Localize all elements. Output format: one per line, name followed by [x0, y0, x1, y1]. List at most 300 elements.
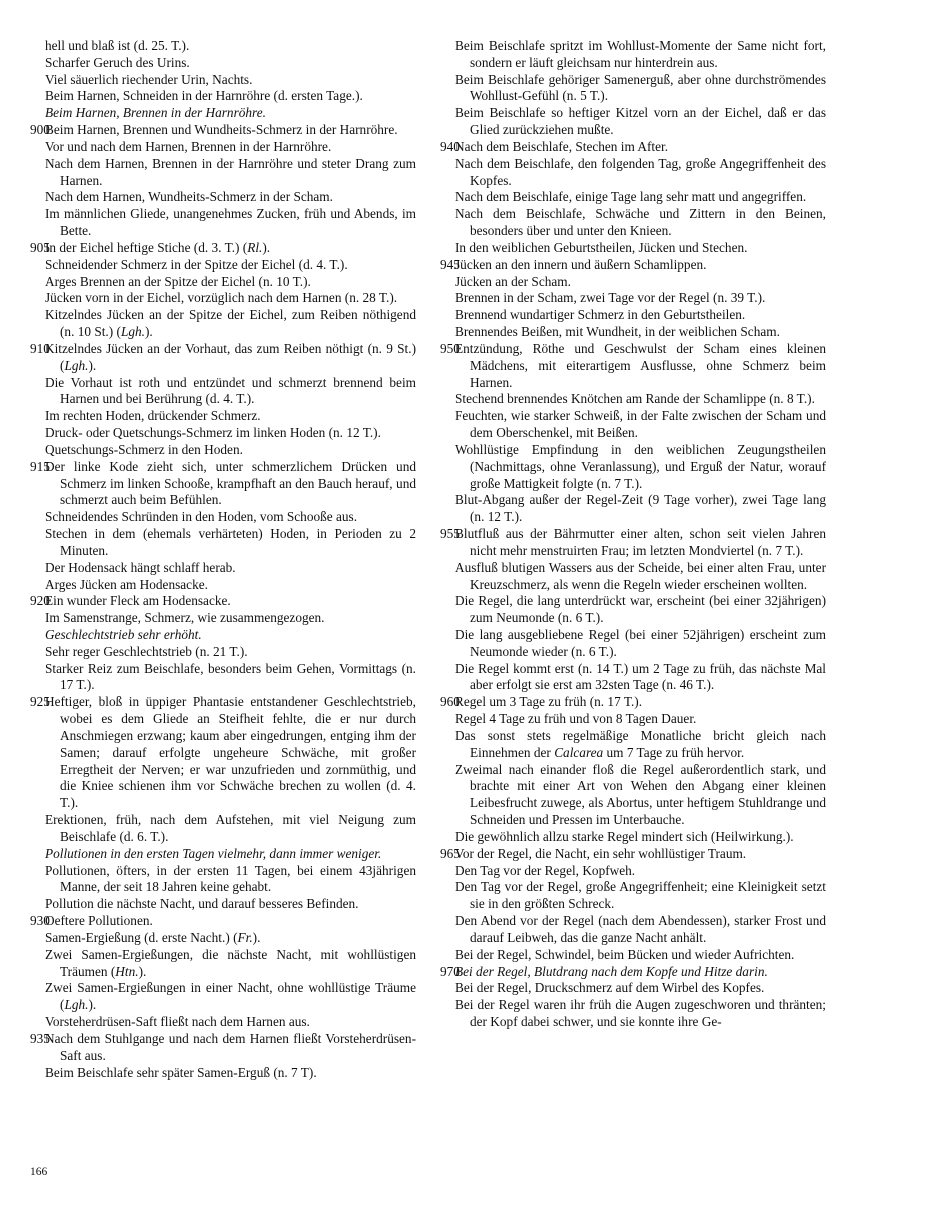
text-segment: Jücken vorn in der Eichel, vorzüglich nach dem Harnen (n. 28 T.).: [45, 290, 398, 306]
symptom-text: [45, 375, 416, 409]
symptom-number: [440, 274, 455, 291]
symptom-entry: [440, 189, 826, 206]
symptom-entry: [30, 72, 416, 89]
text-segment: Kitzelndes Jücken an der Spitze der Eichel, zum Reiben nöthigend (n. 10 St.) (: [45, 307, 416, 340]
symptom-text: [455, 661, 826, 695]
symptom-number: [30, 442, 45, 459]
symptom-number: [30, 610, 45, 627]
text-segment: Nach dem Harnen, Wundheits-Schmerz in der Scham.: [45, 189, 333, 205]
symptom-text: [45, 930, 416, 947]
symptom-entry: [30, 459, 416, 509]
text-segment: Die gewöhnlich allzu starke Regel mindert sich (Heilwirkung.).: [455, 828, 794, 844]
symptom-number: [440, 189, 455, 206]
symptom-text: [455, 694, 826, 711]
italic-text-segment: Pollutionen in den ersten Tagen vielmehr, dann immer weniger.: [45, 845, 382, 861]
symptom-entry: [30, 240, 416, 257]
symptom-entry: [440, 391, 826, 408]
symptom-text: [455, 442, 826, 492]
symptom-text: [455, 526, 826, 560]
italic-text-segment: Fr.: [237, 929, 253, 945]
symptom-entry: [440, 711, 826, 728]
symptom-number: [30, 980, 45, 1014]
symptom-number: 950: [440, 340, 460, 356]
symptom-entry: [440, 846, 826, 863]
symptom-entry: [440, 829, 826, 846]
symptom-text: [45, 896, 416, 913]
symptom-text: [455, 980, 826, 997]
symptom-entry: [440, 627, 826, 661]
symptom-text: [455, 947, 826, 964]
symptom-entry: [440, 661, 826, 695]
symptom-number: [30, 307, 45, 341]
symptom-entry: [440, 290, 826, 307]
text-segment: In der Eichel heftige Stiche (d. 3. T.) (: [45, 239, 248, 255]
text-segment: Brennend wundartiger Schmerz in den Geburtstheilen.: [455, 307, 746, 323]
symptom-entry: [30, 577, 416, 594]
symptom-number: [30, 661, 45, 695]
text-segment: Nach dem Beischlafe, Schwäche und Zittern in den Beinen, besonders über und unter den Knieen.: [455, 206, 826, 239]
symptom-text: [455, 139, 826, 156]
symptom-text: [45, 980, 416, 1014]
symptom-number: [440, 72, 455, 106]
symptom-entry: [440, 980, 826, 997]
symptom-entry: [440, 492, 826, 526]
symptom-number: 910: [30, 340, 50, 356]
symptom-number: 915: [30, 458, 50, 474]
symptom-number: [30, 290, 45, 307]
text-segment: Regel 4 Tage zu früh und von 8 Tagen Dauer.: [455, 711, 697, 727]
symptom-entry: [30, 644, 416, 661]
symptom-number: [30, 408, 45, 425]
symptom-text: [455, 72, 826, 106]
symptom-entry: [30, 105, 416, 122]
text-segment: Bei der Regel, Schwindel, beim Bücken und wieder Aufrichten.: [455, 946, 795, 962]
symptom-number: [440, 947, 455, 964]
symptom-text: [45, 38, 416, 55]
left-column: [30, 38, 416, 1081]
symptom-text: [455, 189, 826, 206]
text-segment: Den Tag vor der Regel, Kopfweh.: [455, 862, 636, 878]
symptom-text: [45, 139, 416, 156]
symptom-text: [455, 728, 826, 762]
symptom-text: [455, 762, 826, 829]
symptom-number: [30, 577, 45, 594]
italic-text-segment: Calcarea: [554, 744, 604, 760]
symptom-entry: [440, 105, 826, 139]
symptom-text: [45, 1014, 416, 1031]
symptom-entry: [30, 1014, 416, 1031]
text-segment: Entzündung, Röthe und Geschwulst der Scham eines kleinen Mädchens, mit eiterartigem Ausflusse, ohne Schmerz beim Harnen.: [455, 340, 826, 390]
symptom-text: [455, 257, 826, 274]
text-segment: Die Vorhaut ist roth und entzündet und schmerzt brennend beim Harnen und bei Berührung (d. 4. T.).: [45, 374, 416, 407]
symptom-entry: [440, 257, 826, 274]
symptom-text: [455, 560, 826, 594]
text-segment: Ein wunder Fleck am Hodensacke.: [45, 593, 231, 609]
symptom-text: [455, 38, 826, 72]
symptom-number: [440, 728, 455, 762]
text-segment: Druck- oder Quetschungs-Schmerz im linken Hoden (n. 12 T.).: [45, 425, 381, 441]
italic-text-segment: Geschlechtstrieb sehr erhöht.: [45, 626, 202, 642]
text-segment: ).: [88, 997, 97, 1013]
symptom-text: [45, 661, 416, 695]
symptom-entry: [30, 425, 416, 442]
symptom-entry: [440, 694, 826, 711]
symptom-text: [455, 879, 826, 913]
text-segment: Nach dem Stuhlgange und nach dem Harnen fließt Vorsteherdrüsen-Saft aus.: [45, 1030, 416, 1063]
text-segment: Ausfluß blutigen Wassers aus der Scheide, bei einer alten Frau, unter Kreuzschmerz, als wenn die Regeln wieder erscheinen wollten.: [455, 559, 826, 592]
symptom-entry: [30, 442, 416, 459]
symptom-number: [440, 997, 455, 1031]
symptom-number: [440, 627, 455, 661]
symptom-number: [440, 711, 455, 728]
symptom-text: [45, 1065, 416, 1082]
text-segment: Pollution die nächste Nacht, und darauf besseres Befinden.: [45, 896, 359, 912]
text-segment: Stechen in dem (ehemals verhärteten) Hoden, in Perioden zu 2 Minuten.: [45, 526, 416, 558]
text-segment: um 7 Tage zu früh hervor.: [603, 744, 745, 760]
symptom-number: [440, 391, 455, 408]
symptom-number: [440, 913, 455, 947]
symptom-entry: [440, 728, 826, 762]
symptom-number: [440, 829, 455, 846]
symptom-entry: [30, 610, 416, 627]
text-segment: Beim Harnen, Brennen und Wundheits-Schmerz in der Harnröhre.: [45, 122, 398, 138]
text-segment: Im männlichen Gliede, unangenehmes Zucken, früh und Abends, im Bette.: [45, 206, 416, 239]
symptom-text: [455, 829, 826, 846]
symptom-number: [440, 290, 455, 307]
symptom-text: [45, 846, 416, 863]
symptom-entry: [440, 206, 826, 240]
symptom-text: [455, 240, 826, 257]
text-segment: Nach dem Harnen, Brennen in der Harnröhre und steter Drang zum Harnen.: [45, 155, 416, 188]
symptom-entry: [30, 307, 416, 341]
text-segment: Blutfluß aus der Bährmutter einer alten, schon seit vielen Jahren nicht mehr menstruirten Frau; im letzten Mondviertel (n. 7 T.).: [455, 526, 826, 558]
text-segment: Jücken an den innern und äußern Schamlippen.: [455, 256, 707, 272]
symptom-text: [45, 122, 416, 139]
symptom-text: [45, 72, 416, 89]
text-segment: Beim Beischlafe spritzt im Wohllust-Momente der Same nicht fort, sondern er läuft gleichsam nur hinterdrein aus.: [455, 38, 826, 70]
symptom-number: 955: [440, 526, 460, 542]
symptom-entry: [30, 896, 416, 913]
text-segment: Im rechten Hoden, drückender Schmerz.: [45, 408, 261, 424]
symptom-text: [455, 324, 826, 341]
symptom-text: [45, 459, 416, 509]
symptom-number: [30, 863, 45, 897]
symptom-text: [455, 863, 826, 880]
symptom-text: [45, 341, 416, 375]
symptom-entry: [30, 341, 416, 375]
symptom-text: [455, 711, 826, 728]
text-segment: Vorsteherdrüsen-Saft fließt nach dem Harnen aus.: [45, 1014, 310, 1030]
symptom-text: [45, 156, 416, 190]
symptom-text: [45, 307, 416, 341]
symptom-number: [440, 324, 455, 341]
symptom-text: [455, 391, 826, 408]
symptom-number: [30, 38, 45, 55]
text-segment: Zweimal nach einander floß die Regel außerordentlich stark, und brachte mit einer Art von Wehen den Abgang einer kleinen Leibesfrucht zuwege, als Abortus, unter heftigem Stuhldrange und Schneiden und Pressen im Unterbauche.: [455, 761, 826, 828]
symptom-number: [440, 762, 455, 829]
symptom-number: 965: [440, 845, 460, 861]
symptom-text: [455, 593, 826, 627]
right-column: [440, 38, 826, 1031]
text-segment: Arges Brennen an der Spitze der Eichel (n. 10 T.).: [45, 273, 311, 289]
symptom-number: [440, 442, 455, 492]
symptom-number: 930: [30, 913, 50, 929]
text-segment: Die lang ausgebliebene Regel (bei einer 52jährigen) erscheint zum Neumonde wieder (n. 6 T.).: [455, 626, 826, 659]
symptom-entry: [30, 627, 416, 644]
text-segment: Vor der Regel, die Nacht, ein sehr wohllüstiger Traum.: [455, 845, 747, 861]
symptom-entry: [30, 593, 416, 610]
symptom-number: 905: [30, 239, 50, 255]
symptom-text: [455, 105, 826, 139]
italic-text-segment: Rl.: [247, 239, 263, 255]
symptom-number: 900: [30, 122, 50, 138]
symptom-entry: [440, 560, 826, 594]
text-segment: Beim Beischlafe sehr später Samen-Erguß (n. 7 T).: [45, 1064, 317, 1080]
text-segment: Regel um 3 Tage zu früh (n. 17 T.).: [455, 694, 643, 710]
italic-text-segment: Beim Harnen, Brennen in der Harnröhre.: [45, 105, 266, 121]
symptom-entry: [30, 156, 416, 190]
page-number: 166: [30, 1166, 48, 1178]
symptom-number: [30, 72, 45, 89]
text-segment: Beim Beischlafe so heftiger Kitzel vorn an der Eichel, daß er das Glied zurückziehen mußte.: [455, 105, 826, 138]
symptom-text: [45, 290, 416, 307]
symptom-number: [440, 105, 455, 139]
symptom-number: [30, 1065, 45, 1082]
symptom-number: 945: [440, 256, 460, 272]
symptom-entry: [440, 38, 826, 72]
symptom-text: [45, 812, 416, 846]
symptom-text: [45, 206, 416, 240]
text-segment: Oeftere Pollutionen.: [45, 913, 153, 929]
text-segment: Brennendes Beißen, mit Wundheit, in der weiblichen Scham.: [455, 324, 780, 340]
text-segment: ).: [262, 239, 271, 255]
italic-text-segment: Htn.: [115, 963, 139, 979]
symptom-text: [455, 290, 826, 307]
symptom-number: [30, 509, 45, 526]
symptom-number: [30, 156, 45, 190]
text-segment: Feuchten, wie starker Schweiß, in der Falte zwischen der Scham und dem Oberschenkel, mit Beißen.: [455, 408, 826, 441]
text-segment: Stechend brennendes Knötchen am Rande der Schamlippe (n. 8 T.).: [455, 391, 815, 407]
symptom-entry: [440, 964, 826, 981]
text-segment: Nach dem Beischlafe, den folgenden Tag, große Angegriffenheit des Kopfes.: [455, 155, 826, 188]
symptom-entry: [30, 122, 416, 139]
symptom-entry: [30, 88, 416, 105]
symptom-text: [45, 509, 416, 526]
symptom-entry: [30, 1065, 416, 1082]
text-segment: Der Hodensack hängt schlaff herab.: [45, 559, 236, 575]
text-segment: Jücken an der Scham.: [455, 273, 571, 289]
symptom-number: [30, 627, 45, 644]
symptom-text: [45, 610, 416, 627]
symptom-text: [455, 964, 826, 981]
text-segment: Nach dem Beischlafe, einige Tage lang sehr matt und angegriffen.: [455, 189, 807, 205]
symptom-number: [440, 307, 455, 324]
text-segment: Brennen in der Scham, zwei Tage vor der Regel (n. 39 T.).: [455, 290, 766, 306]
symptom-number: [440, 408, 455, 442]
symptom-number: [440, 661, 455, 695]
symptom-entry: [30, 55, 416, 72]
text-segment: Beim Harnen, Schneiden in der Harnröhre (d. ersten Tage.).: [45, 88, 363, 104]
symptom-text: [45, 240, 416, 257]
symptom-entry: [30, 560, 416, 577]
symptom-entry: [440, 879, 826, 913]
text-segment: Im Samenstrange, Schmerz, wie zusammengezogen.: [45, 610, 325, 626]
symptom-text: [45, 1031, 416, 1065]
symptom-text: [455, 408, 826, 442]
symptom-text: [45, 442, 416, 459]
symptom-text: [455, 627, 826, 661]
symptom-number: [30, 896, 45, 913]
text-segment: Vor und nach dem Harnen, Brennen in der Harnröhre.: [45, 138, 332, 154]
text-segment: Bei der Regel, Druckschmerz auf dem Wirbel des Kopfes.: [455, 980, 765, 996]
symptom-entry: [30, 930, 416, 947]
symptom-number: [440, 980, 455, 997]
symptom-number: [440, 863, 455, 880]
text-segment: Heftiger, bloß in üppiger Phantasie entstandener Geschlechtstrieb, wobei es dem Gliede an Steifheit fehlte, die er nur durch Anschmiegen erzwang; kaum aber eingedrungen, entging ihm der Samen; darauf erfolgte ungeheure Schwäche, mit großer Erregtheit der Nerven; er war unzufrieden und zornmüthig, und die Kniee schienen ihm vor Schwäche brechen zu wollen (d. 4. T.).: [45, 694, 416, 811]
symptom-entry: [30, 509, 416, 526]
symptom-text: [45, 644, 416, 661]
symptom-text: [45, 577, 416, 594]
symptom-number: [30, 139, 45, 156]
symptom-entry: [30, 863, 416, 897]
symptom-entry: [30, 812, 416, 846]
italic-text-segment: Lgh.: [64, 357, 89, 373]
symptom-entry: [440, 341, 826, 391]
text-segment: Quetschungs-Schmerz in den Hoden.: [45, 441, 243, 457]
symptom-number: [30, 206, 45, 240]
symptom-entry: [440, 156, 826, 190]
symptom-entry: [440, 997, 826, 1031]
symptom-number: [440, 593, 455, 627]
symptom-entry: [30, 375, 416, 409]
symptom-number: [30, 257, 45, 274]
symptom-entry: [440, 274, 826, 291]
text-segment: In den weiblichen Geburtstheilen, Jücken und Stechen.: [455, 239, 748, 255]
symptom-text: [45, 526, 416, 560]
symptom-text: [45, 425, 416, 442]
text-segment: Nach dem Beischlafe, Stechen im After.: [455, 138, 669, 154]
symptom-number: [440, 492, 455, 526]
text-segment: Die Regel kommt erst (n. 14 T.) um 2 Tage zu früh, das nächste Mal aber erfolgt sie erst am 32sten Tage (n. 46 T.).: [455, 660, 826, 693]
text-segment: Die Regel, die lang unterdrückt war, erscheint (bei einer 32jährigen) zum Neumonde (n. 6 T.).: [455, 593, 826, 626]
symptom-number: [30, 274, 45, 291]
symptom-entry: [30, 257, 416, 274]
symptom-text: [455, 206, 826, 240]
text-segment: Beim Beischlafe gehöriger Samenerguß, aber ohne durchströmendes Wohllust-Gefühl (n. 5 T.).: [455, 71, 826, 104]
text-segment: Das sonst stets regelmäßige Monatliche bricht gleich nach Einnehmen der: [455, 727, 826, 760]
text-segment: Zwei Samen-Ergießungen in einer Nacht, ohne wohllüstige Träume (: [45, 980, 416, 1013]
symptom-text: [45, 947, 416, 981]
symptom-entry: [30, 189, 416, 206]
symptom-number: [30, 644, 45, 661]
symptom-text: [455, 846, 826, 863]
text-segment: ).: [144, 324, 153, 340]
symptom-number: 960: [440, 694, 460, 710]
text-segment: Arges Jücken am Hodensacke.: [45, 576, 208, 592]
symptom-number: 935: [30, 1030, 50, 1046]
text-segment: Wohllüstige Empfindung in den weiblichen Zeugungstheilen (Nachmittags, ohne Veranlassung), und Erguß der Natur, worauf große Mattigkeit folgte (n. 7 T.).: [455, 441, 826, 491]
symptom-entry: [440, 762, 826, 829]
text-segment: Der linke Kode zieht sich, unter schmerzlichem Drücken und Schmerz im linken Schooße, krampfhaft an den Bauch herauf, und schmerzt auch beim Befühlen.: [45, 458, 416, 508]
symptom-entry: [30, 274, 416, 291]
symptom-number: [440, 206, 455, 240]
text-segment: Den Abend vor der Regel (nach dem Abendessen), starker Frost und darauf Leibweh, das die ganze Nacht anhält.: [455, 913, 826, 945]
symptom-number: [30, 425, 45, 442]
italic-text-segment: Lgh.: [64, 997, 89, 1013]
symptom-entry: [440, 408, 826, 442]
symptom-entry: [440, 139, 826, 156]
text-segment: hell und blaß ist (d. 25. T.).: [45, 38, 190, 53]
text-segment: Schneidendes Schründen in den Hoden, vom Schooße aus.: [45, 509, 358, 525]
text-segment: Sehr reger Geschlechtstrieb (n. 21 T.).: [45, 643, 248, 659]
symptom-text: [45, 55, 416, 72]
symptom-entry: [30, 408, 416, 425]
symptom-entry: [440, 947, 826, 964]
symptom-text: [45, 863, 416, 897]
symptom-text: [45, 105, 416, 122]
italic-text-segment: Bei der Regel, Blutdrang nach dem Kopfe und Hitze darin.: [455, 963, 768, 979]
symptom-number: [30, 846, 45, 863]
symptom-entry: [440, 307, 826, 324]
text-segment: Pollutionen, öfters, in der ersten 11 Tagen, bei einem 43jährigen Manne, der seit 18 Jahren keine gehabt.: [45, 862, 416, 895]
text-segment: Den Tag vor der Regel, große Angegriffenheit; eine Kleinigkeit setzt sie in den größten Schreck.: [455, 879, 826, 912]
symptom-entry: [440, 863, 826, 880]
symptom-text: [455, 997, 826, 1031]
symptom-number: 920: [30, 593, 50, 609]
symptom-entry: [30, 38, 416, 55]
symptom-number: 940: [440, 138, 460, 154]
symptom-number: [30, 560, 45, 577]
symptom-text: [45, 88, 416, 105]
symptom-text: [45, 694, 416, 812]
symptom-number: [30, 526, 45, 560]
symptom-entry: [30, 661, 416, 695]
text-segment: Bei der Regel waren ihr früh die Augen zugeschworen und thränten; der Kopf dabei schwer, und sie konnte ihre Ge-: [455, 997, 826, 1030]
symptom-text: [455, 156, 826, 190]
symptom-number: 925: [30, 694, 50, 710]
symptom-entry: [30, 947, 416, 981]
symptom-text: [455, 307, 826, 324]
symptom-entry: [440, 240, 826, 257]
symptom-entry: [440, 324, 826, 341]
symptom-entry: [30, 526, 416, 560]
symptom-text: [455, 913, 826, 947]
text-segment: Viel säuerlich riechender Urin, Nachts.: [45, 71, 253, 87]
symptom-number: [30, 55, 45, 72]
symptom-entry: [30, 1031, 416, 1065]
symptom-text: [45, 274, 416, 291]
symptom-number: [30, 88, 45, 105]
symptom-number: [30, 105, 45, 122]
symptom-entry: [440, 526, 826, 560]
symptom-number: [440, 560, 455, 594]
text-segment: Zwei Samen-Ergießungen, die nächste Nacht, mit wohllüstigen Träumen (: [45, 946, 416, 979]
symptom-text: [45, 593, 416, 610]
symptom-text: [45, 913, 416, 930]
text-segment: Blut-Abgang außer der Regel-Zeit (9 Tage vorher), zwei Tage lang (n. 12 T.).: [455, 492, 826, 525]
text-segment: Schneidender Schmerz in der Spitze der Eichel (d. 4. T.).: [45, 256, 348, 272]
symptom-number: [30, 947, 45, 981]
text-segment: Samen-Ergießung (d. erste Nacht.) (: [45, 929, 238, 945]
text-segment: Starker Reiz zum Beischlafe, besonders beim Gehen, Vormittags (n. 17 T.).: [45, 660, 416, 693]
symptom-number: [440, 156, 455, 190]
symptom-entry: [30, 206, 416, 240]
symptom-number: [440, 38, 455, 72]
symptom-number: [440, 240, 455, 257]
symptom-entry: [30, 913, 416, 930]
symptom-number: [30, 375, 45, 409]
symptom-number: [30, 1014, 45, 1031]
